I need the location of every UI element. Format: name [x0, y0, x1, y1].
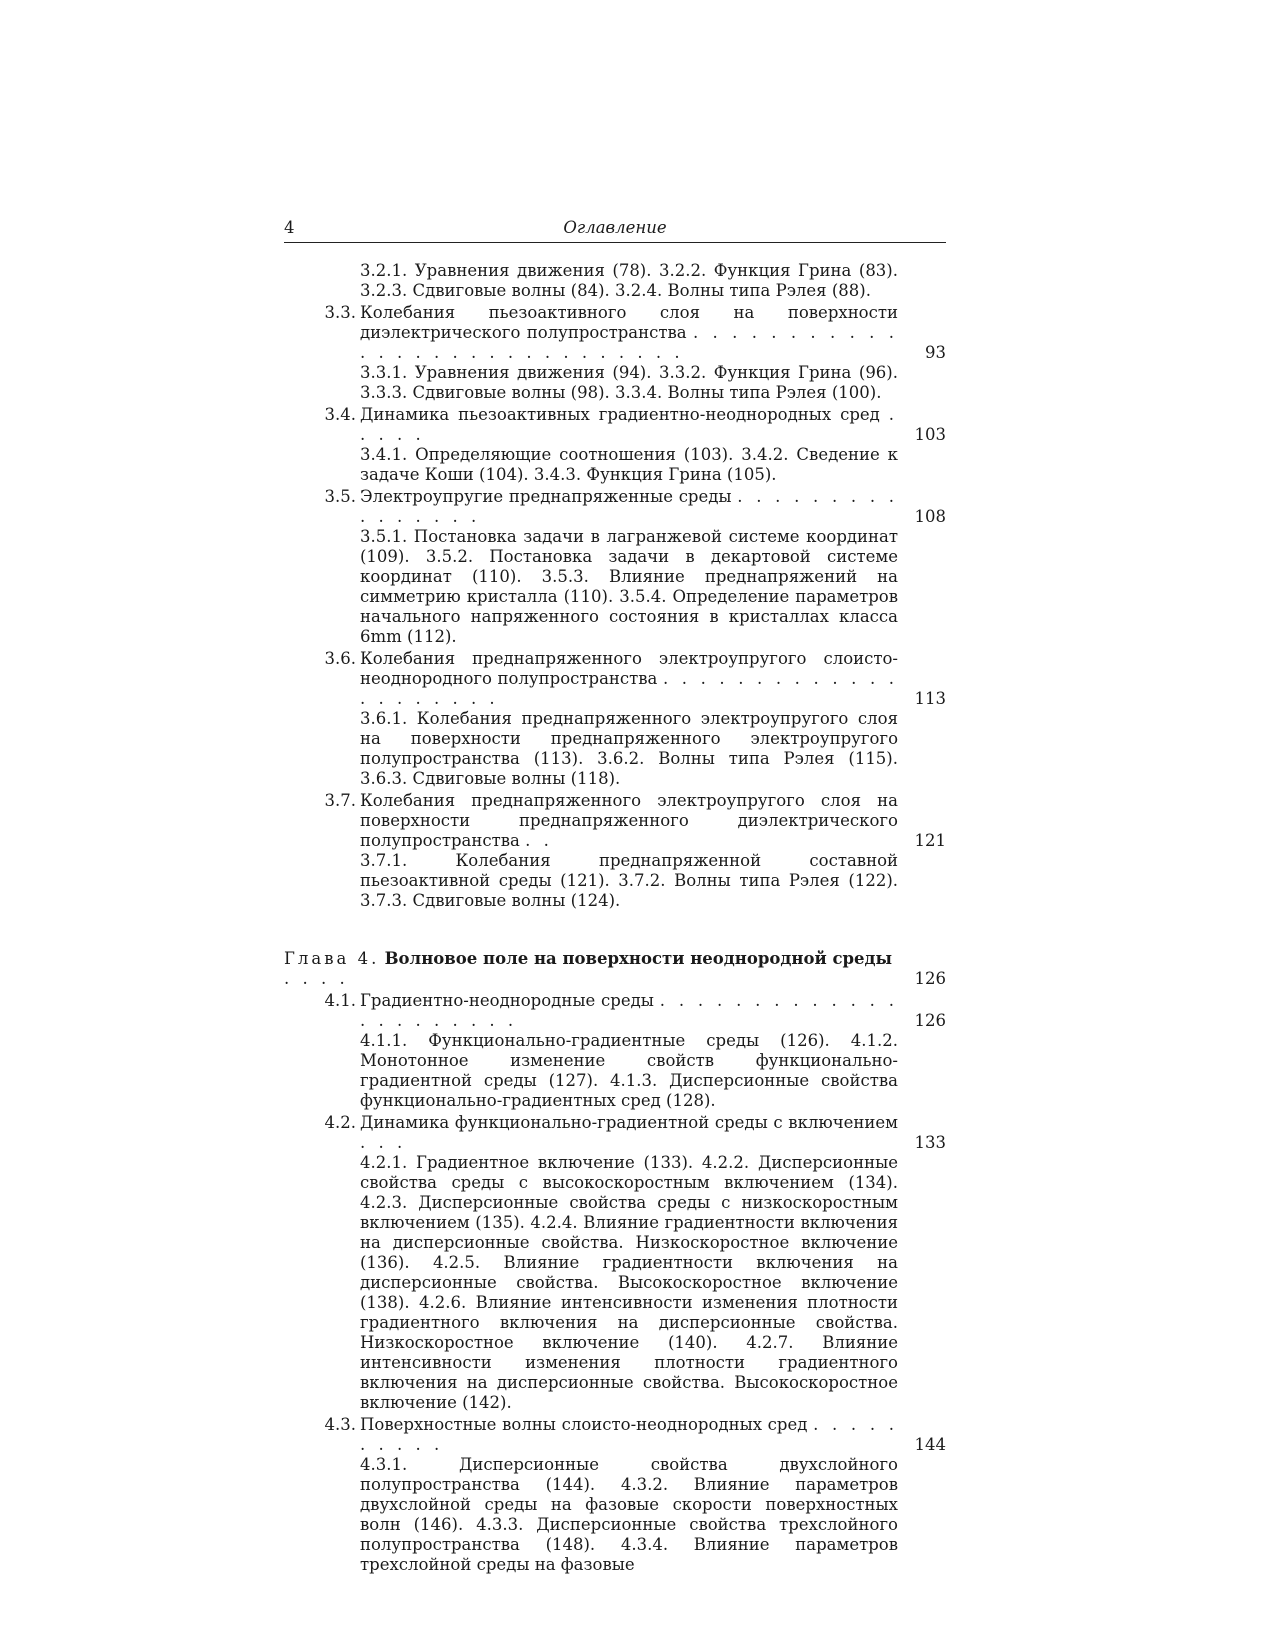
leader-dots: . . . . . — [360, 405, 899, 444]
toc-section — [284, 487, 946, 647]
lead-subsections: 3.2.1. Уравнения движения (78). 3.2.2. Функция Грина (83). 3.2.3. Сдвиговые волны (84). 3.2.4. Волны типа Рэлея (88). — [360, 261, 898, 300]
toc-entry[interactable] — [284, 649, 946, 709]
section-title: Колебания преднапряженного электроупругого слоисто-неоднородного полупространства — [360, 649, 898, 688]
running-header — [284, 218, 946, 243]
subsections: 3.7.1. Колебания преднапряженной составной пьезоактивной среды (121). 3.7.2. Волны типа Рэлея (122). 3.7.3. Сдвиговые волны (124). — [360, 851, 898, 910]
section-page: 103 — [914, 425, 946, 444]
section-number: 4.1. — [324, 991, 356, 1010]
section-page: 113 — [914, 689, 946, 708]
toc-section — [284, 303, 946, 403]
leader-dots: . . . . . . . . . . . . . . . . . . . . . — [360, 669, 899, 708]
section-page: 126 — [914, 1011, 946, 1030]
toc-entry[interactable] — [284, 405, 946, 445]
toc-entry[interactable] — [284, 791, 946, 851]
chapter-4-sections — [284, 991, 946, 1575]
chapter-page: 126 — [914, 969, 946, 988]
leader-dots: . . — [525, 831, 553, 850]
subsections: 3.3.1. Уравнения движения (94). 3.3.2. Функция Грина (96). 3.3.3. Сдвиговые волны (98). 3.3.4. Волны типа Рэлея (100). — [360, 363, 898, 402]
subsections: 4.1.1. Функционально-градиентные среды (126). 4.1.2. Монотонное изменение свойств функционально-градиентной среды (127). 4.1.3. Дисперсионные свойства функционально-градиентных сред (128). — [360, 1031, 898, 1110]
chapter-3-sections — [284, 303, 946, 911]
toc-entry[interactable] — [284, 303, 946, 363]
section-page: 133 — [914, 1133, 946, 1152]
toc-section — [284, 649, 946, 789]
section-title: Поверхностные волны слоисто-неоднородных сред — [360, 1415, 808, 1434]
chapter-title: Волновое поле на поверхности неоднородной среды — [384, 949, 893, 968]
chapter-4-heading — [284, 949, 946, 989]
section-title: Колебания пьезоактивного слоя на поверхности диэлектрического полупространства — [360, 303, 898, 342]
leader-dots: . . . . . . . . . . . . . . . . . . . . . . — [360, 991, 898, 1030]
chapter-label: Глава 4. — [284, 949, 380, 968]
toc-section — [284, 791, 946, 911]
leader-dots: . . . — [360, 1133, 407, 1152]
toc-entry[interactable] — [284, 1113, 946, 1153]
section-number: 3.7. — [324, 791, 356, 810]
toc-section — [284, 1113, 946, 1413]
subsections: 3.4.1. Определяющие соотношения (103). 3.4.2. Сведение к задаче Коши (104). 3.4.3. Функция Грина (105). — [360, 445, 898, 484]
section-page: 108 — [914, 507, 946, 526]
leader-dots: . . . . . . . . . . — [360, 1415, 898, 1454]
toc-section — [284, 1415, 946, 1575]
toc-entry[interactable] — [284, 487, 946, 527]
leader-dots: . . . . . . . . . . . . . . . . . . . . . . . . . . . . . — [360, 323, 898, 362]
section-title: Градиентно-неоднородные среды — [360, 991, 654, 1010]
section-number: 3.6. — [324, 649, 356, 668]
leader-dots: . . . . . . . . . . . . . . . . — [360, 487, 898, 526]
subsections: 3.6.1. Колебания преднапряженного электроупругого слоя на поверхности преднапряженного электроупругого полупространства (113). 3.6.2. Волны типа Рэлея (115). 3.6.3. Сдвиговые волны (118). — [360, 709, 898, 788]
running-title: Оглавление — [563, 218, 667, 237]
chapter-dots: . . . . — [284, 969, 349, 988]
toc-page — [284, 218, 946, 1575]
section-page: 93 — [925, 343, 946, 362]
section-title: Динамика функционально-градиентной среды с включением — [360, 1113, 898, 1132]
page-number: 4 — [284, 218, 295, 237]
section-title: Электроупругие преднапряженные среды — [360, 487, 732, 506]
toc-section — [284, 991, 946, 1111]
toc-entry[interactable] — [284, 991, 946, 1031]
subsections: 4.3.1. Дисперсионные свойства двухслойного полупространства (144). 4.3.2. Влияние параметров двухслойной среды на фазовые скорости поверхностных волн (146). 4.3.3. Дисперсионные свойства трехслойного полупространства (148). 4.3.4. Влияние параметров трехслойной среды на фазовые — [360, 1455, 898, 1574]
section-title: Динамика пьезоактивных градиентно-неоднородных сред — [360, 405, 880, 424]
section-number: 3.4. — [324, 405, 356, 424]
section-page: 144 — [914, 1435, 946, 1454]
subsections: 3.5.1. Постановка задачи в лагранжевой системе координат (109). 3.5.2. Постановка задачи в декартовой системе координат (110). 3.5.3. Влияние преднапряжений на симметрию кристалла (110). 3.5.4. Определение параметров начального напряженного состояния в кристаллах класса 6mm (112). — [360, 527, 898, 646]
section-number: 3.3. — [324, 303, 356, 322]
section-title: Колебания преднапряженного электроупругого слоя на поверхности преднапряженного диэлектрического полупространства — [360, 791, 898, 850]
section-number: 4.3. — [324, 1415, 356, 1434]
section-number: 4.2. — [324, 1113, 356, 1132]
subsections: 4.2.1. Градиентное включение (133). 4.2.2. Дисперсионные свойства среды с высокоскоростным включением (134). 4.2.3. Дисперсионные свойства среды с низкоскоростным включением (135). 4.2.4. Влияние градиентности включения на дисперсионные свойства. Низкоскоростное включение (136). 4.2.5. Влияние градиентности включения на дисперсионные свойства. Высокоскоростное включение (138). 4.2.6. Влияние интенсивности изменения плотности градиентного включения на дисперсионные свойства. Низкоскоростное включение (140). 4.2.7. Влияние интенсивности изменения плотности градиентного включения на дисперсионные свойства. Высокоскоростное включение (142). — [360, 1153, 898, 1412]
section-number: 3.5. — [324, 487, 356, 506]
toc-entry[interactable] — [284, 1415, 946, 1455]
toc-section — [284, 405, 946, 485]
section-page: 121 — [914, 831, 946, 850]
